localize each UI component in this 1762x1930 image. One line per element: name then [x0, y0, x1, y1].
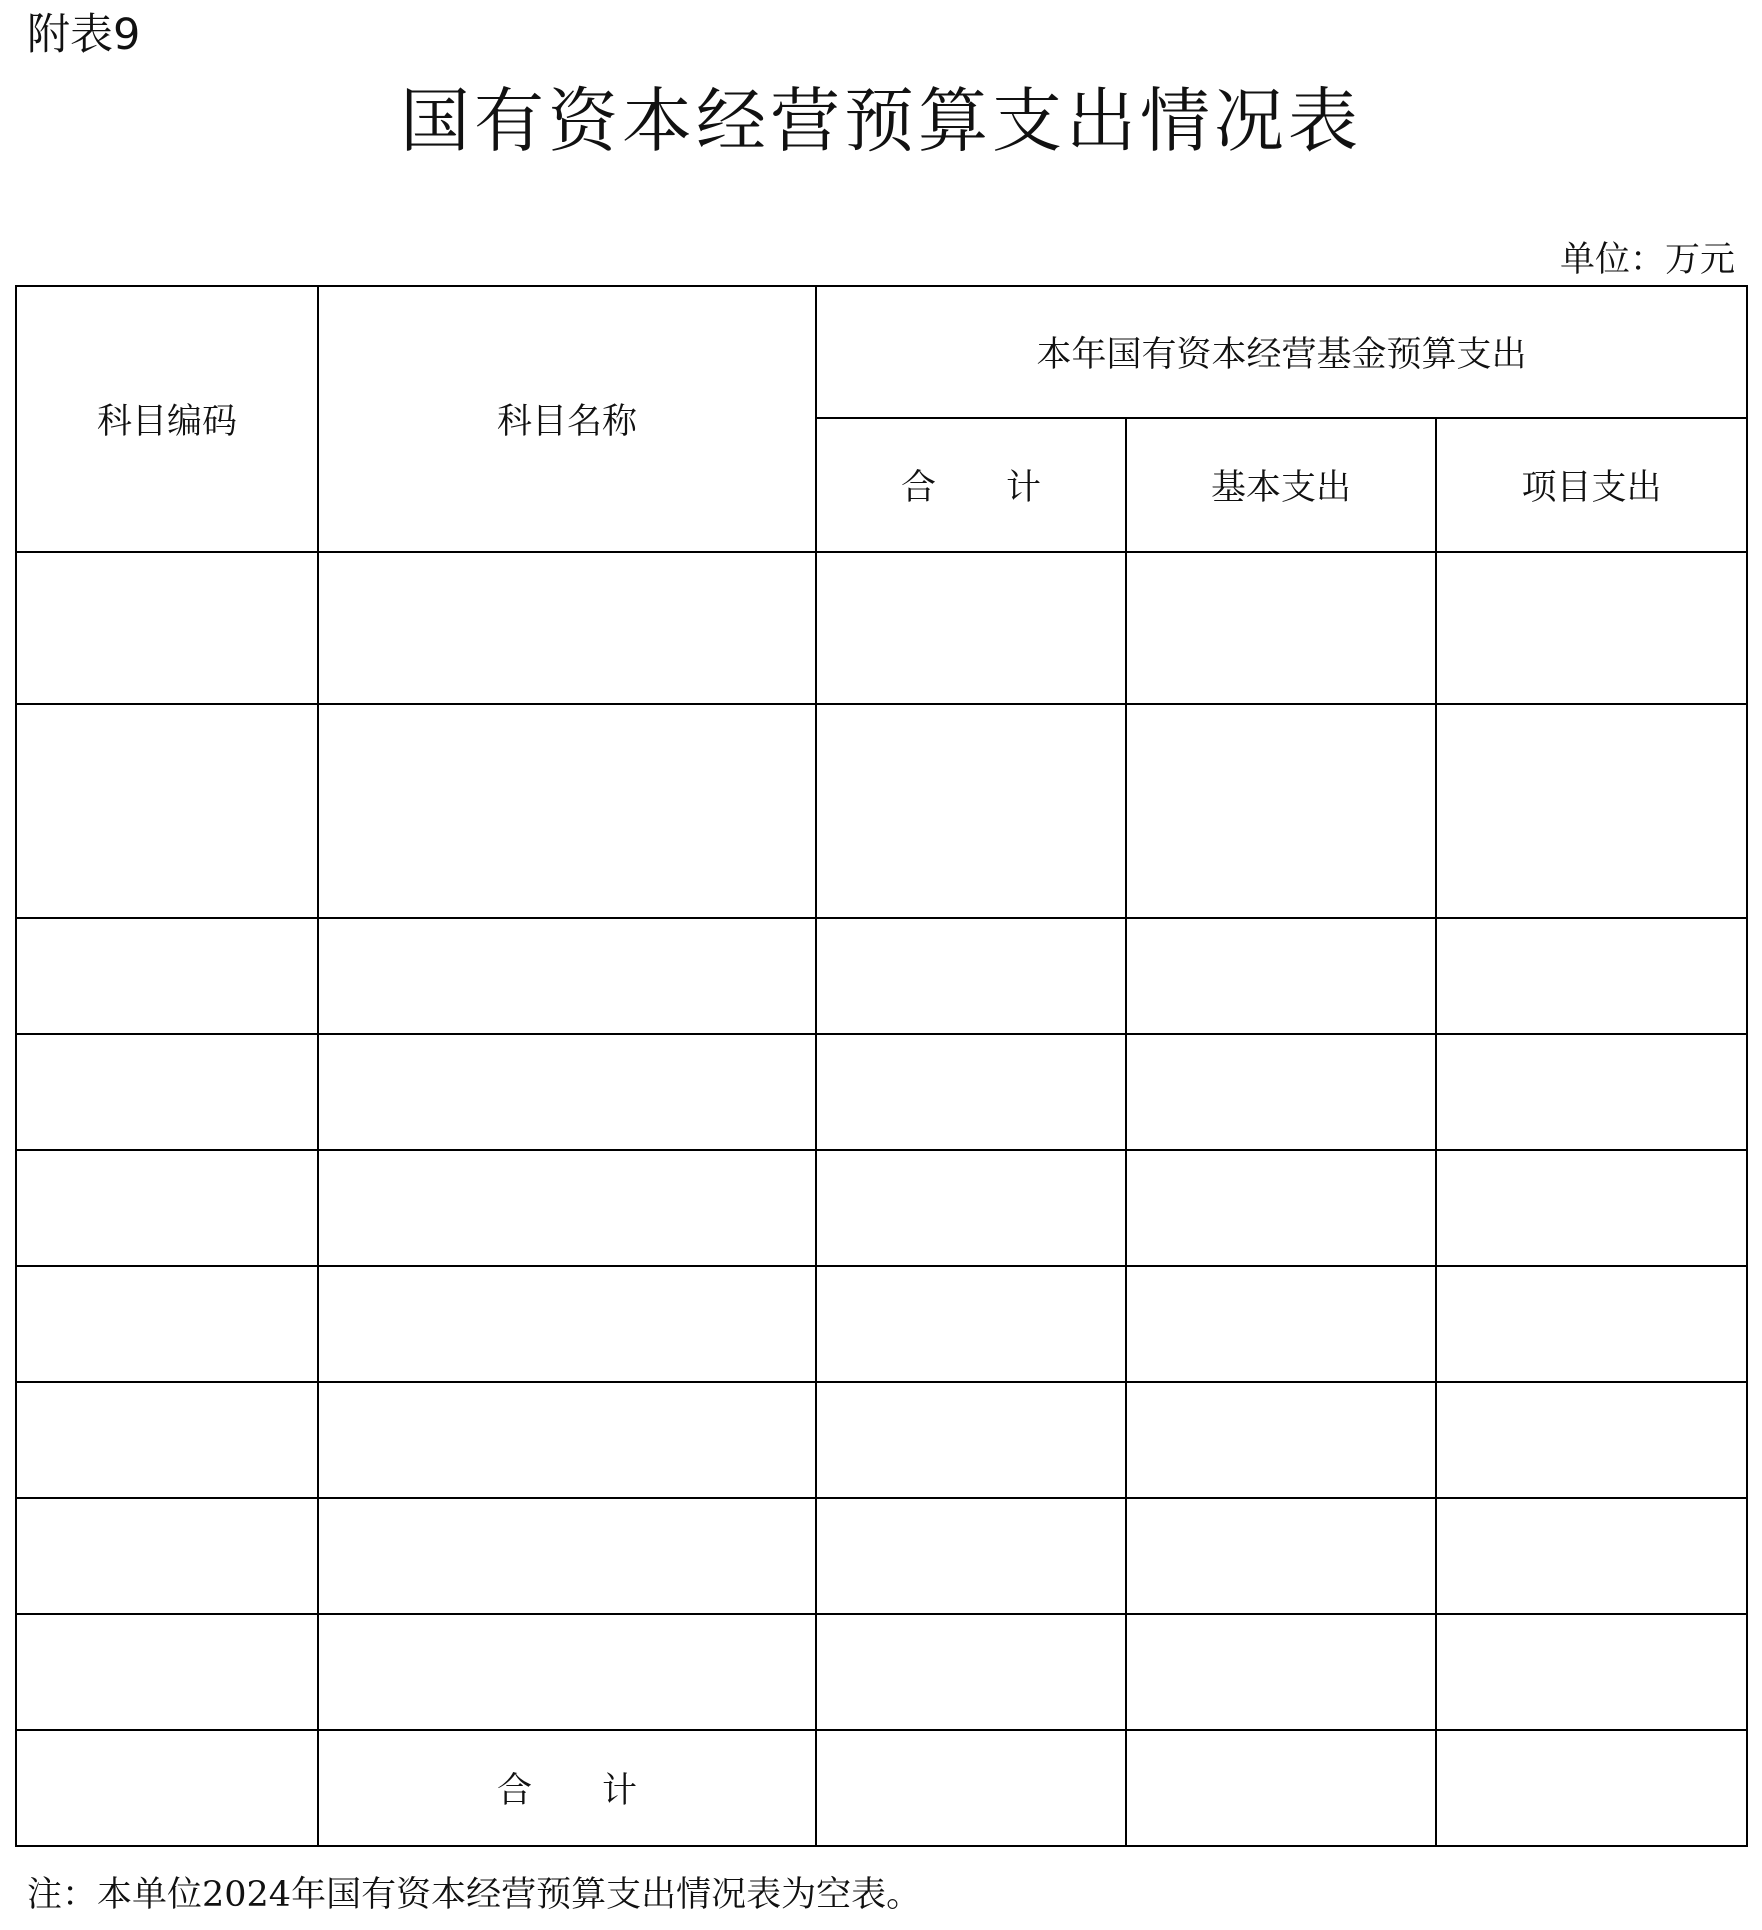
cell-name	[318, 704, 816, 918]
header-basic-expenditure: 基本支出	[1126, 418, 1436, 552]
cell-total	[816, 1150, 1126, 1266]
cell-code	[16, 1266, 318, 1382]
table-row	[16, 1150, 1747, 1266]
cell-name	[318, 1150, 816, 1266]
cell-name	[318, 1382, 816, 1498]
total-row-basic	[1126, 1730, 1436, 1846]
cell-basic	[1126, 1266, 1436, 1382]
cell-basic	[1126, 918, 1436, 1034]
total-row-code	[16, 1730, 318, 1846]
table-row	[16, 552, 1747, 704]
cell-code	[16, 1034, 318, 1150]
cell-total	[816, 1382, 1126, 1498]
total-row	[16, 1730, 1747, 1846]
cell-total	[816, 1266, 1126, 1382]
header-fund-expenditure: 本年国有资本经营基金预算支出	[816, 286, 1747, 418]
cell-project	[1436, 1614, 1747, 1730]
cell-basic	[1126, 704, 1436, 918]
cell-project	[1436, 918, 1747, 1034]
table-row	[16, 1498, 1747, 1614]
cell-total	[816, 552, 1126, 704]
cell-code	[16, 1150, 318, 1266]
cell-name	[318, 552, 816, 704]
cell-basic	[1126, 1382, 1436, 1498]
cell-basic	[1126, 1150, 1436, 1266]
table-row	[16, 1266, 1747, 1382]
cell-name	[318, 1614, 816, 1730]
header-subject-code: 科目编码	[16, 286, 318, 552]
table-header	[16, 286, 1747, 552]
cell-code	[16, 1498, 318, 1614]
budget-table	[15, 285, 1748, 1847]
cell-basic	[1126, 1614, 1436, 1730]
header-subject-name: 科目名称	[318, 286, 816, 552]
cell-project	[1436, 1498, 1747, 1614]
cell-name	[318, 918, 816, 1034]
total-row-label: 合 计	[318, 1730, 816, 1846]
cell-project	[1436, 1150, 1747, 1266]
cell-name	[318, 1034, 816, 1150]
cell-total	[816, 704, 1126, 918]
header-total: 合 计	[816, 418, 1126, 552]
cell-total	[816, 918, 1126, 1034]
footnote: 注：本单位2024年国有资本经营预算支出情况表为空表。	[27, 1875, 922, 1915]
table-row	[16, 1614, 1747, 1730]
table-row	[16, 704, 1747, 918]
cell-code	[16, 552, 318, 704]
table-row	[16, 1382, 1747, 1498]
cell-basic	[1126, 1498, 1436, 1614]
cell-project	[1436, 1382, 1747, 1498]
attachment-label: 附表9	[27, 10, 141, 60]
cell-name	[318, 1266, 816, 1382]
cell-name	[318, 1498, 816, 1614]
cell-code	[16, 918, 318, 1034]
cell-total	[816, 1498, 1126, 1614]
cell-project	[1436, 1034, 1747, 1150]
cell-code	[16, 1614, 318, 1730]
header-project-expenditure: 项目支出	[1436, 418, 1747, 552]
cell-basic	[1126, 552, 1436, 704]
cell-project	[1436, 1266, 1747, 1382]
cell-total	[816, 1034, 1126, 1150]
unit-label: 单位：万元	[1559, 240, 1735, 280]
total-row-project	[1436, 1730, 1747, 1846]
cell-total	[816, 1614, 1126, 1730]
table-row	[16, 1034, 1747, 1150]
table-row	[16, 918, 1747, 1034]
total-row-total	[816, 1730, 1126, 1846]
table-body	[16, 552, 1747, 1846]
cell-project	[1436, 704, 1747, 918]
cell-code	[16, 704, 318, 918]
cell-project	[1436, 552, 1747, 704]
cell-code	[16, 1382, 318, 1498]
cell-basic	[1126, 1034, 1436, 1150]
page-title: 国有资本经营预算支出情况表	[400, 80, 1362, 162]
